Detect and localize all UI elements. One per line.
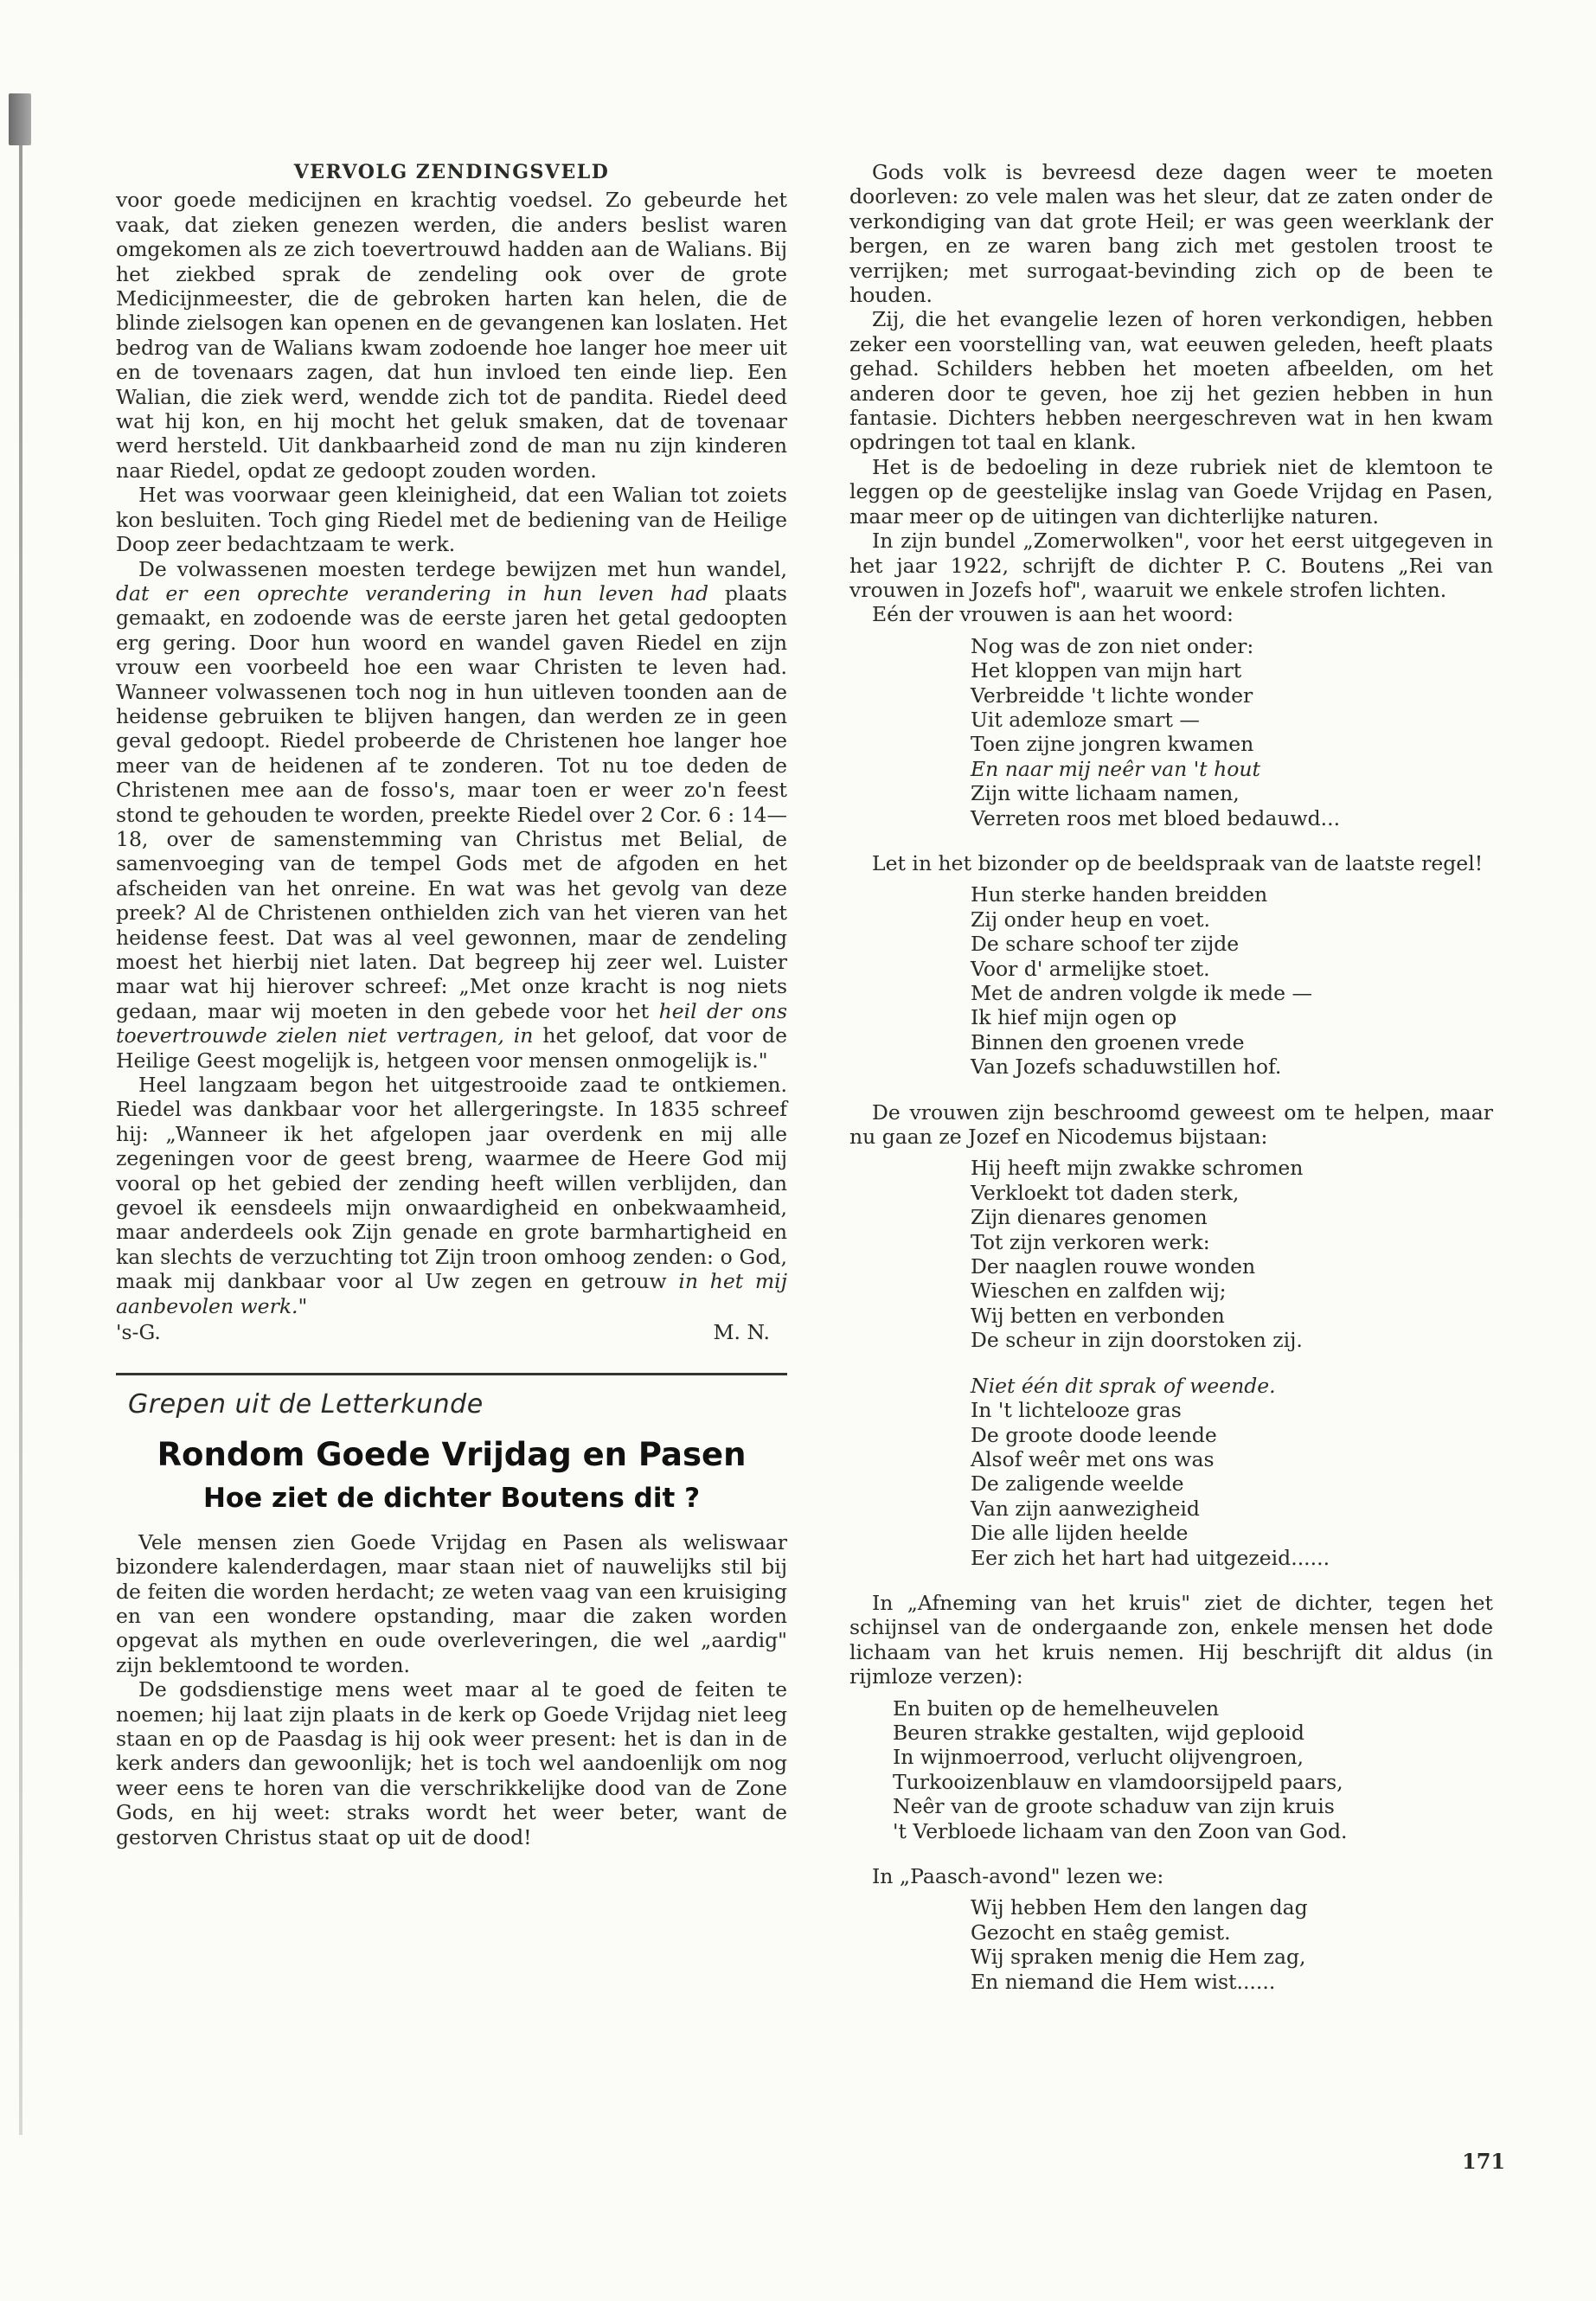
poem-stanza — [849, 1156, 1493, 1352]
paragraph: Het was voorwaar geen kleinigheid, dat een Walian tot zoiets kon besluiten. Toch ging Riedel met de bediening van de Heilige Doop zeer bedachtzaam te werk. — [116, 483, 787, 557]
poem-line: Zijn witte lichaam namen, — [971, 781, 1240, 806]
poem-line: Toen zijne jongren kwamen — [971, 732, 1254, 757]
poem-line: In 't lichtelooze gras — [971, 1398, 1182, 1423]
poem-line: De scheur in zijn doorstoken zij. — [971, 1328, 1303, 1353]
poem-line: Gezocht en staêg gemist. — [971, 1920, 1231, 1945]
poem-stanza — [849, 1895, 1493, 1994]
poem-line: Niet één dit sprak of weende. — [971, 1373, 1276, 1398]
right-column — [849, 160, 1493, 2015]
place-signature: 's-G. — [116, 1320, 161, 1345]
section-label: Grepen uit de Letterkunde — [128, 1388, 484, 1420]
article-subheadline: Hoe ziet de dichter Boutens dit ? — [202, 1483, 701, 1515]
text-span: " — [298, 1293, 308, 1318]
continuation-title: VERVOLG ZENDINGSVELD — [293, 161, 610, 183]
poem-line: Tot zijn verkoren werk: — [971, 1229, 1210, 1254]
poem-line: Neêr van de groote schaduw van zijn kruis — [893, 1794, 1335, 1819]
page-number: 171 — [1462, 2149, 1506, 2174]
paragraph: Vele mensen zien Goede Vrijdag en Pasen als weliswaar bizondere kalenderdagen, maar staan niet of nauwelijks stil bij de feiten die worden herdacht; ze weten vaag van een kruisiging en van een wondere opstanding, maar die zaken worden opgevat als mythen en oude overleveringen, die wel „aardig" zijn beklemtoond te worden. — [116, 1529, 787, 1677]
text-span: het geloof, dat voor de Heilige Geest mogelijk is, hetgeen voor mensen onmogelijk is." — [116, 1023, 788, 1073]
poem-line: Met de andren volgde ik mede — — [971, 981, 1312, 1005]
poem-line: Zijn dienares genomen — [971, 1205, 1208, 1230]
paragraph: Het is de bedoeling in deze rubriek niet de klemtoon te leggen op de geestelijke inslag van Goede Vrijdag en Pasen, maar meer op de uitingen van dichterlijke naturen. — [849, 454, 1493, 529]
poem-line: Binnen den groenen vrede — [971, 1029, 1245, 1054]
poem-line: Die alle lijden heelde — [971, 1521, 1189, 1546]
poem-line: En buiten op de hemelheuvelen — [893, 1695, 1220, 1721]
poem-stanza — [849, 882, 1493, 1079]
section-divider — [116, 1373, 787, 1375]
poem-stanza — [849, 634, 1493, 830]
poem-line: Het kloppen van mijn hart — [971, 658, 1242, 683]
paragraph: In zijn bundel „Zomerwolken", voor het eerst uitgegeven in het jaar 1922, schrijft de dichter P. C. Boutens „Rei van vrouwen in Jozefs hof", waaruit we enkele strofen lichten. — [849, 529, 1493, 602]
signature-line — [116, 1320, 787, 1344]
poem-line: Wij betten en verbonden — [971, 1303, 1225, 1328]
poem-line: Hun sterke handen breidden — [971, 882, 1268, 907]
poem-line: Zij onder heup en voet. — [971, 907, 1210, 932]
paragraph: Let in het bizonder op de beeldspraak van de laatste regel! — [872, 850, 1484, 875]
poem-line: Hij heeft mijn zwakke schromen — [971, 1156, 1304, 1181]
binding-edge-mark — [9, 93, 31, 145]
poem-line: Uit ademloze smart — — [971, 707, 1200, 732]
poem-line: Der naaglen rouwe wonden — [971, 1254, 1256, 1279]
binding-edge-line — [19, 145, 22, 2135]
paragraph: In „Afneming van het kruis" ziet de dichter, tegen het schijnsel van de ondergaande zon, enkele mensen het dode lichaam van het kruis nemen. Hij beschrijft dit aldus (in rijmloze verzen): — [849, 1590, 1493, 1689]
paragraph: Zij, die het evangelie lezen of horen verkondigen, hebben zeker een voorstelling van, wat eeuwen geleden, heeft plaats gehad. Schilders hebben het moeten afbeelden, om het anderen door te geven, hoe zij het gezien hebben in hun fantasie. Dichters hebben neergeschreven wat in hen kwam opdringen tot taal en klank. — [849, 307, 1493, 455]
poem-line: Wij spraken menig die Hem zag, — [971, 1945, 1306, 1970]
poem-line: Beuren strakke gestalten, wijd geplooid — [893, 1720, 1304, 1745]
paragraph: Eén der vrouwen is aan het woord: — [872, 602, 1234, 627]
poem-line: Verreten roos met bloed bedauwd... — [971, 805, 1341, 830]
author-initials: M. N. — [713, 1320, 770, 1345]
poem-line: Turkooizenblauw en vlamdoorsijpeld paars, — [893, 1769, 1343, 1794]
poem-line: Verkloekt tot daden sterk, — [971, 1180, 1240, 1205]
paragraph — [116, 557, 787, 1074]
poem-line: Wieschen en zalfden wij; — [971, 1279, 1227, 1304]
paragraph: In „Paasch-avond" lezen we: — [872, 1864, 1164, 1888]
poem-stanza — [849, 1374, 1493, 1570]
article-headline: Rondom Goede Vrijdag en Pasen — [157, 1435, 747, 1473]
paragraph — [116, 1073, 787, 1318]
text-span: plaats gemaakt, en zodoende was de eerste jaren het getal gedoopten erg gering. Door hun woord en wandel gaven Riedel en zijn vrouw een voorbeeld hoe een waar Christen te leven had. Wanneer volwassenen toch nog in hun uitleven toonden aan de heidense gebruiken te blijven hangen, dan werden ze in geen geval gedoopt. Riedel probeerde de Christenen hoe langer hoe meer van de heidenen af te zonderen. Tot nu toe deden de Christenen mee aan de fosso's, maar toen er weer zo'n feest stond te gehouden te worden, preekte Riedel over 2 Cor. 6 : 14—18, over de samenstemming van Christus met Belial, de samenvoeging van de tempel Gods met de afgoden en het afscheiden van het onreine. En wat was het gevolg van deze preek? Al de Christenen onthielden zich van het vieren van het heidense feest. Dat was al veel gewonnen, maar de zendeling moest het hierbij niet laten. Dat begreep hij zeer wel. Luister maar wat hij hierover schreef: „Met onze kracht is nog niets gedaan, maar wij moeten in den gebede voor het — [116, 580, 787, 1023]
poem-line: Van zijn aanwezigheid — [971, 1496, 1200, 1521]
italic-span: dat er een oprechte verandering in hun leven had — [116, 580, 709, 606]
paragraph: Gods volk is bevreesd deze dagen weer te moeten doorleven: zo vele malen was het sleur, dat ze zaten onder de verkondiging van dat grote Heil; er was geen weerklank der bergen, en ze waren bang zich met gestolen troost te verrijken; met surrogaat-bevinding zich op de been te houden. — [849, 160, 1493, 308]
poem-line: 't Verbloede lichaam van den Zoon van God. — [893, 1818, 1348, 1843]
poem-line: Nog was de zon niet onder: — [971, 633, 1254, 658]
italic-span: in het mij aanbevolen werk. — [116, 1269, 787, 1318]
poem-line: Alsof weêr met ons was — [971, 1446, 1215, 1471]
poem-line: Van Jozefs schaduwstillen hof. — [971, 1054, 1282, 1080]
poem-line: Ik hief mijn ogen op — [971, 1005, 1177, 1030]
text-span: Heel langzaam begon het uitgestrooide zaad te ontkiemen. Riedel was dankbaar voor het allergeringste. In 1835 schreef hij: „Wanneer ik het afgelopen jaar overdenk en mij alle zegeningen voor de geest breng, waarmee de Heere God mij vooral op het gebied der zending heeft willen verblijden, dan gevoel ik eensdeels mijn onwaardigheid en onbekwaamheid, maar anderdeels ook Zijn genade en grote barmhartigheid en kan slechts de verzuchting tot Zijn troon omhoog zenden: o God, maak mij dankbaar voor al Uw zegen en getrouw — [116, 1073, 787, 1294]
italic-span: heil der ons toevertrouwde zielen niet vertragen, in — [116, 998, 788, 1048]
poem-line: De zaligende weelde — [971, 1471, 1184, 1497]
poem-line: Verbreidde 't lichte wonder — [971, 683, 1253, 708]
poem-line: En naar mij neêr van 't hout — [971, 756, 1260, 781]
paragraph: De vrouwen zijn beschroomd geweest om te helpen, maar nu gaan ze Jozef en Nicodemus bijstaan: — [849, 1099, 1493, 1150]
poem-line: Eer zich het hart had uitgezeid...... — [971, 1545, 1330, 1570]
poem-line: Voor d' armelijke stoet. — [971, 956, 1210, 981]
poem-line: In wijnmoerrood, verlucht olijvengroen, — [893, 1745, 1304, 1770]
poem-stanza — [849, 1696, 1493, 1843]
paragraph: voor goede medicijnen en krachtig voedsel. Zo gebeurde het vaak, dat zieken genezen werden, die anders beslist waren omgekomen als ze zich toevertrouwd hadden aan de Walians. Bij het ziekbed sprak de zendeling ook over de grote Medicijnmeester, die de gebroken harten kan helen, die de blinde zielsogen kan openen en de gevangenen kan loslaten. Het bedrog van de Walians kwam zodoende hoe langer hoe meer uit en de tovenaars zagen, dat hun invloed ten einde liep. Een Walian, die ziek werd, wendde zich tot de pandita. Riedel deed wat hij kon, en hij mocht het geluk smaken, dat de tovenaar werd hersteld. Uit dankbaarheid zond de man nu zijn kinderen naar Riedel, opdat ze gedoopt zouden worden. — [116, 188, 787, 483]
poem-line: De schare schoof ter zijde — [971, 932, 1240, 957]
left-column — [116, 160, 787, 1849]
poem-line: En niemand die Hem wist...... — [971, 1969, 1276, 1994]
text-span: De volwassenen moesten terdege bewijzen met hun wandel, — [138, 556, 787, 581]
poem-line: De groote doode leende — [971, 1422, 1217, 1447]
paragraph: De godsdienstige mens weet maar al te goed de feiten te noemen; hij laat zijn plaats in de kerk op Goede Vrijdag niet leeg staan en op de Paasdag is hij ook weer present: het is dan in de kerk anders dan gewoonlijk; het is toch wel aandoenlijk om nog weer eens te horen van die verschrikkelijke dood van de Zone Gods, en hij weet: straks wordt het weer beter, want de gestorven Christus staat op uit de dood! — [116, 1677, 787, 1849]
poem-line: Wij hebben Hem den langen dag — [971, 1895, 1308, 1920]
